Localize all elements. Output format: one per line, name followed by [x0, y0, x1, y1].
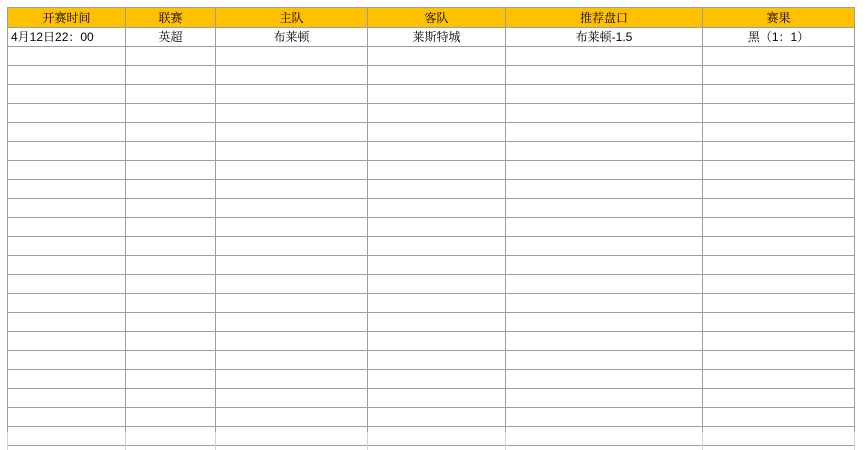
- cell-empty[interactable]: [126, 66, 216, 85]
- cell-empty[interactable]: [703, 351, 855, 370]
- cell-empty[interactable]: [368, 370, 506, 389]
- cell-empty[interactable]: [368, 142, 506, 161]
- table-row[interactable]: [8, 161, 855, 180]
- table-row[interactable]: [8, 123, 855, 142]
- table-row[interactable]: [8, 28, 855, 47]
- gridline: [505, 432, 506, 450]
- cell-empty[interactable]: [506, 275, 703, 294]
- cell-empty[interactable]: [368, 408, 506, 427]
- cell-start-time[interactable]: 4月12日22：00: [8, 28, 126, 47]
- column-header-away-team: 客队: [368, 8, 506, 28]
- gridline: [215, 432, 216, 450]
- table-body: [8, 8, 855, 446]
- cell-empty[interactable]: [703, 332, 855, 351]
- cell-empty[interactable]: [506, 370, 703, 389]
- gridline: [125, 432, 126, 450]
- cell-empty[interactable]: [8, 389, 126, 408]
- cell-empty[interactable]: [126, 199, 216, 218]
- table-row[interactable]: [8, 332, 855, 351]
- table-row[interactable]: [8, 313, 855, 332]
- cell-empty[interactable]: [126, 256, 216, 275]
- spreadsheet-sheet: [0, 7, 866, 450]
- cell-empty[interactable]: [126, 294, 216, 313]
- cell-empty[interactable]: [506, 123, 703, 142]
- cell-empty[interactable]: [126, 408, 216, 427]
- cell-empty[interactable]: [703, 237, 855, 256]
- cell-empty[interactable]: [506, 237, 703, 256]
- cell-empty[interactable]: [506, 47, 703, 66]
- table-row[interactable]: [8, 408, 855, 427]
- cell-empty[interactable]: [216, 408, 368, 427]
- sheet-gridline-tail: [7, 432, 859, 450]
- cell-empty[interactable]: [216, 123, 368, 142]
- cell-empty[interactable]: [216, 332, 368, 351]
- cell-empty[interactable]: [126, 275, 216, 294]
- cell-empty[interactable]: [216, 313, 368, 332]
- cell-empty[interactable]: [506, 351, 703, 370]
- cell-empty[interactable]: [216, 351, 368, 370]
- cell-empty[interactable]: [368, 237, 506, 256]
- table-row[interactable]: [8, 218, 855, 237]
- cell-empty[interactable]: [8, 408, 126, 427]
- cell-empty[interactable]: [703, 294, 855, 313]
- cell-empty[interactable]: [8, 275, 126, 294]
- cell-empty[interactable]: [703, 370, 855, 389]
- cell-empty[interactable]: [368, 389, 506, 408]
- cell-recommended-handicap[interactable]: 布莱顿-1.5: [506, 28, 703, 47]
- cell-empty[interactable]: [506, 142, 703, 161]
- cell-empty[interactable]: [703, 275, 855, 294]
- cell-empty[interactable]: [8, 332, 126, 351]
- table-row[interactable]: [8, 180, 855, 199]
- cell-empty[interactable]: [216, 237, 368, 256]
- cell-empty[interactable]: [8, 47, 126, 66]
- cell-empty[interactable]: [8, 294, 126, 313]
- cell-league[interactable]: 英超: [126, 28, 216, 47]
- column-header-recommended-handicap: 推荐盘口: [506, 8, 703, 28]
- cell-empty[interactable]: [368, 351, 506, 370]
- cell-empty[interactable]: [506, 218, 703, 237]
- cell-empty[interactable]: [506, 104, 703, 123]
- cell-empty[interactable]: [368, 313, 506, 332]
- cell-empty[interactable]: [703, 313, 855, 332]
- cell-empty[interactable]: [216, 199, 368, 218]
- cell-empty[interactable]: [216, 389, 368, 408]
- cell-empty[interactable]: [8, 313, 126, 332]
- cell-empty[interactable]: [8, 370, 126, 389]
- table-row[interactable]: [8, 370, 855, 389]
- cell-empty[interactable]: [126, 104, 216, 123]
- cell-empty[interactable]: [126, 123, 216, 142]
- column-header-result: 赛果: [703, 8, 855, 28]
- cell-empty[interactable]: [506, 313, 703, 332]
- cell-empty[interactable]: [506, 85, 703, 104]
- cell-empty[interactable]: [8, 85, 126, 104]
- cell-empty[interactable]: [8, 66, 126, 85]
- cell-empty[interactable]: [703, 142, 855, 161]
- cell-empty[interactable]: [703, 123, 855, 142]
- cell-empty[interactable]: [216, 275, 368, 294]
- cell-empty[interactable]: [506, 294, 703, 313]
- cell-empty[interactable]: [368, 123, 506, 142]
- column-header-home-team: 主队: [216, 8, 368, 28]
- cell-empty[interactable]: [368, 104, 506, 123]
- cell-empty[interactable]: [126, 389, 216, 408]
- table-row[interactable]: [8, 237, 855, 256]
- cell-empty[interactable]: [368, 294, 506, 313]
- cell-empty[interactable]: [126, 313, 216, 332]
- cell-empty[interactable]: [126, 332, 216, 351]
- table-row[interactable]: [8, 66, 855, 85]
- cell-empty[interactable]: [368, 180, 506, 199]
- table-row[interactable]: [8, 389, 855, 408]
- cell-empty[interactable]: [506, 256, 703, 275]
- table-row[interactable]: [8, 142, 855, 161]
- cell-empty[interactable]: [703, 104, 855, 123]
- cell-empty[interactable]: [216, 104, 368, 123]
- gridline: [702, 432, 703, 450]
- cell-empty[interactable]: [126, 85, 216, 104]
- cell-empty[interactable]: [368, 218, 506, 237]
- cell-empty[interactable]: [8, 180, 126, 199]
- cell-empty[interactable]: [506, 199, 703, 218]
- cell-empty[interactable]: [216, 370, 368, 389]
- cell-empty[interactable]: [506, 180, 703, 199]
- cell-empty[interactable]: [126, 161, 216, 180]
- cell-empty[interactable]: [126, 47, 216, 66]
- match-table: [7, 7, 855, 446]
- cell-empty[interactable]: [368, 275, 506, 294]
- cell-empty[interactable]: [216, 294, 368, 313]
- cell-empty[interactable]: [368, 332, 506, 351]
- gridline: [7, 432, 8, 450]
- cell-empty[interactable]: [216, 66, 368, 85]
- cell-empty[interactable]: [216, 218, 368, 237]
- cell-empty[interactable]: [703, 218, 855, 237]
- table-row[interactable]: [8, 351, 855, 370]
- cell-empty[interactable]: [216, 256, 368, 275]
- table-row[interactable]: [8, 199, 855, 218]
- column-header-league: 联赛: [126, 8, 216, 28]
- cell-empty[interactable]: [216, 85, 368, 104]
- table-header-row: [8, 8, 855, 28]
- cell-empty[interactable]: [368, 161, 506, 180]
- table-row[interactable]: [8, 256, 855, 275]
- cell-result[interactable]: 黑（1：1）: [703, 28, 855, 47]
- cell-empty[interactable]: [506, 389, 703, 408]
- cell-empty[interactable]: [506, 408, 703, 427]
- cell-home-team[interactable]: 布莱顿: [216, 28, 368, 47]
- cell-empty[interactable]: [703, 180, 855, 199]
- cell-empty[interactable]: [703, 408, 855, 427]
- cell-empty[interactable]: [126, 180, 216, 199]
- column-header-start-time: 开赛时间: [8, 8, 126, 28]
- cell-empty[interactable]: [216, 161, 368, 180]
- cell-empty[interactable]: [8, 199, 126, 218]
- cell-empty[interactable]: [8, 123, 126, 142]
- cell-away-team[interactable]: 莱斯特城: [368, 28, 506, 47]
- cell-empty[interactable]: [368, 256, 506, 275]
- cell-empty[interactable]: [703, 199, 855, 218]
- cell-empty[interactable]: [368, 199, 506, 218]
- gridline: [367, 432, 368, 450]
- table-row[interactable]: [8, 294, 855, 313]
- cell-empty[interactable]: [368, 47, 506, 66]
- table-row[interactable]: [8, 47, 855, 66]
- cell-empty[interactable]: [8, 256, 126, 275]
- cell-empty[interactable]: [126, 351, 216, 370]
- cell-empty[interactable]: [216, 180, 368, 199]
- cell-empty[interactable]: [703, 85, 855, 104]
- cell-empty[interactable]: [506, 161, 703, 180]
- cell-empty[interactable]: [8, 142, 126, 161]
- table-row[interactable]: [8, 275, 855, 294]
- cell-empty[interactable]: [703, 66, 855, 85]
- cell-empty[interactable]: [126, 218, 216, 237]
- cell-empty[interactable]: [8, 218, 126, 237]
- cell-empty[interactable]: [216, 47, 368, 66]
- cell-empty[interactable]: [8, 237, 126, 256]
- cell-empty[interactable]: [506, 332, 703, 351]
- cell-empty[interactable]: [703, 389, 855, 408]
- cell-empty[interactable]: [8, 104, 126, 123]
- cell-empty[interactable]: [126, 237, 216, 256]
- gridline: [854, 432, 855, 450]
- cell-empty[interactable]: [368, 66, 506, 85]
- table-row[interactable]: [8, 104, 855, 123]
- cell-empty[interactable]: [703, 47, 855, 66]
- cell-empty[interactable]: [703, 256, 855, 275]
- cell-empty[interactable]: [126, 370, 216, 389]
- cell-empty[interactable]: [506, 66, 703, 85]
- cell-empty[interactable]: [8, 351, 126, 370]
- cell-empty[interactable]: [368, 85, 506, 104]
- cell-empty[interactable]: [216, 142, 368, 161]
- table-row[interactable]: [8, 85, 855, 104]
- cell-empty[interactable]: [126, 142, 216, 161]
- cell-empty[interactable]: [8, 161, 126, 180]
- cell-empty[interactable]: [703, 161, 855, 180]
